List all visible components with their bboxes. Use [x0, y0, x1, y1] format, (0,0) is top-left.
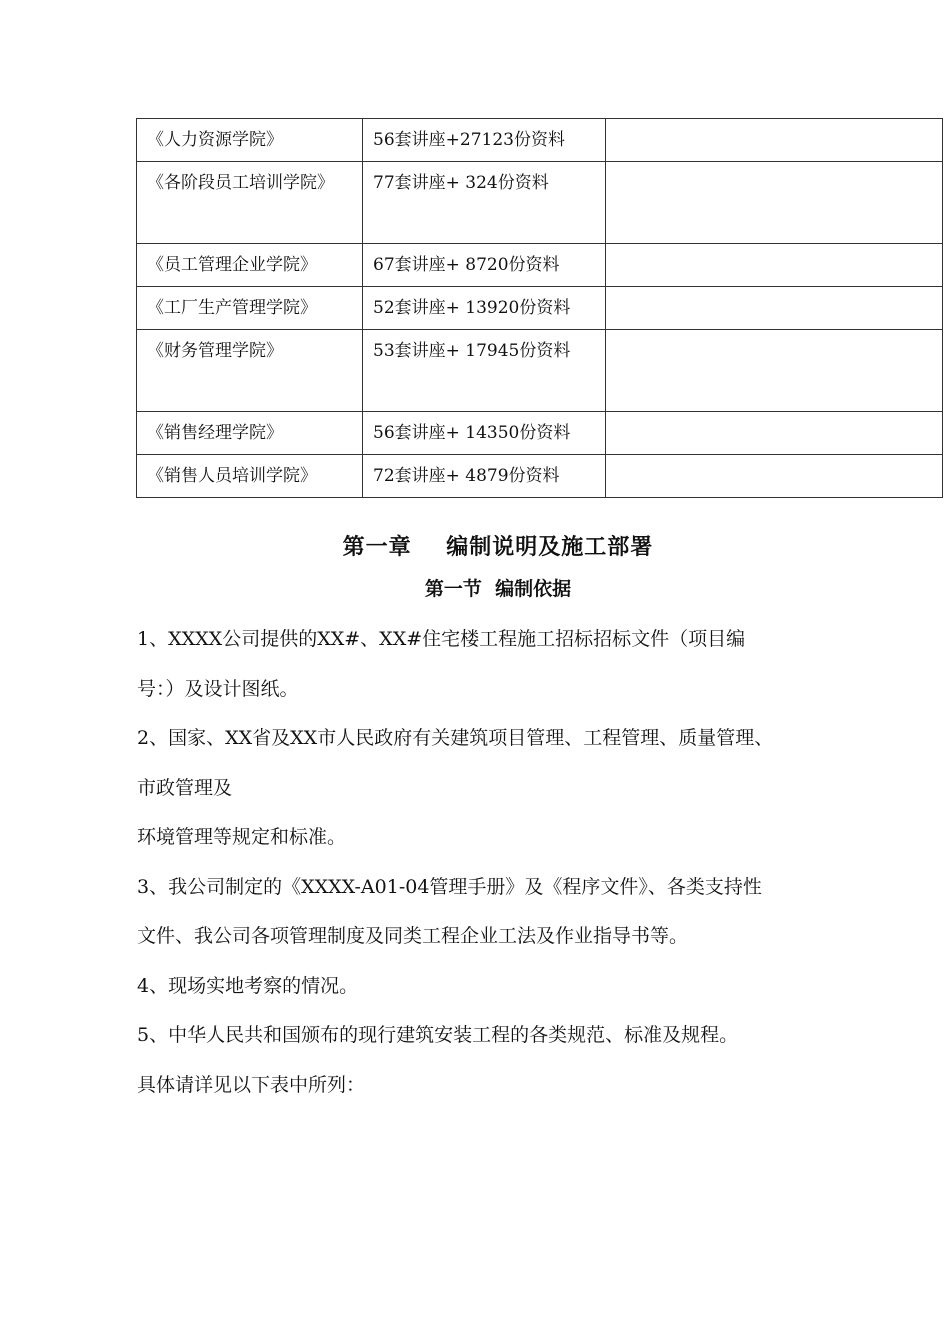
table-row [137, 330, 943, 412]
row-content-text: 56套讲座+ 14350份资料 [373, 423, 571, 443]
table-cell-note [606, 119, 943, 162]
table-row [137, 455, 943, 498]
table-row [137, 162, 943, 244]
table-cell-name [137, 412, 363, 455]
paragraph-3-line-1: 3、我公司制定的《XXXX-A01-04管理手册》及《程序文件》、各类支持性 [137, 875, 762, 898]
row-content-text: 67套讲座+ 8720份资料 [373, 255, 560, 275]
row-name-text: 《销售经理学院》 [147, 423, 283, 443]
table-cell-name [137, 455, 363, 498]
row-content-text: 56套讲座+27123份资料 [373, 130, 565, 150]
table-cell-content [363, 455, 606, 498]
table-cell-content [363, 330, 606, 412]
table-cell-note [606, 162, 943, 244]
row-content-text: 77套讲座+ 324份资料 [373, 173, 549, 193]
paragraph-1-line-1: 1、XXXX公司提供的XX#、XX#住宅楼工程施工招标招标文件（项目编 [137, 628, 746, 650]
table-cell-note [606, 455, 943, 498]
table-row [137, 244, 943, 287]
row-content-text: 53套讲座+ 17945份资料 [373, 341, 571, 361]
table-row [137, 287, 943, 330]
row-name-text: 《工厂生产管理学院》 [147, 298, 317, 318]
section-title: 第一节 编制依据 [424, 578, 572, 600]
table-cell-name [137, 162, 363, 244]
row-name-text: 《财务管理学院》 [147, 341, 283, 361]
paragraph-1-line-2: 号：）及设计图纸。 [137, 677, 299, 700]
row-name-text: 《销售人员培训学院》 [147, 466, 317, 486]
table-cell-note [606, 412, 943, 455]
row-content-text: 52套讲座+ 13920份资料 [373, 298, 571, 318]
row-name-text: 《人力资源学院》 [147, 130, 283, 150]
paragraph-6: 具体请详见以下表中所列： [137, 1073, 366, 1096]
table-row [137, 119, 943, 162]
table-cell-content [363, 119, 606, 162]
table-cell-name [137, 244, 363, 287]
row-content-text: 72套讲座+ 4879份资料 [373, 466, 560, 486]
paragraph-2-line-1: 2、国家、XX省及XX市人民政府有关建筑项目管理、工程管理、质量管理、 [137, 727, 774, 749]
table-row [137, 412, 943, 455]
table-cell-note [606, 330, 943, 412]
table-cell-name [137, 330, 363, 412]
paragraph-4: 4、现场实地考察的情况。 [137, 974, 359, 997]
row-name-text: 《各阶段员工培训学院》 [147, 173, 334, 193]
chapter-title: 第一章 编制说明及施工部署 [342, 535, 654, 560]
table-cell-note [606, 244, 943, 287]
table-cell-content [363, 287, 606, 330]
paragraph-3-line-2: 文件、我公司各项管理制度及同类工程企业工法及作业指导书等。 [137, 925, 689, 947]
table-cell-name [137, 287, 363, 330]
table-cell-content [363, 412, 606, 455]
document-body [137, 615, 927, 1110]
resource-table [136, 118, 943, 498]
table-cell-content [363, 244, 606, 287]
table-cell-content [363, 162, 606, 244]
paragraph-2-line-2: 市政管理及 [137, 776, 233, 799]
table-cell-note [606, 287, 943, 330]
table-cell-name [137, 119, 363, 162]
paragraph-5: 5、中华人民共和国颁布的现行建筑安装工程的各类规范、标准及规程。 [137, 1024, 739, 1046]
paragraph-2-line-3: 环境管理等规定和标准。 [137, 826, 347, 848]
row-name-text: 《员工管理企业学院》 [147, 255, 317, 275]
